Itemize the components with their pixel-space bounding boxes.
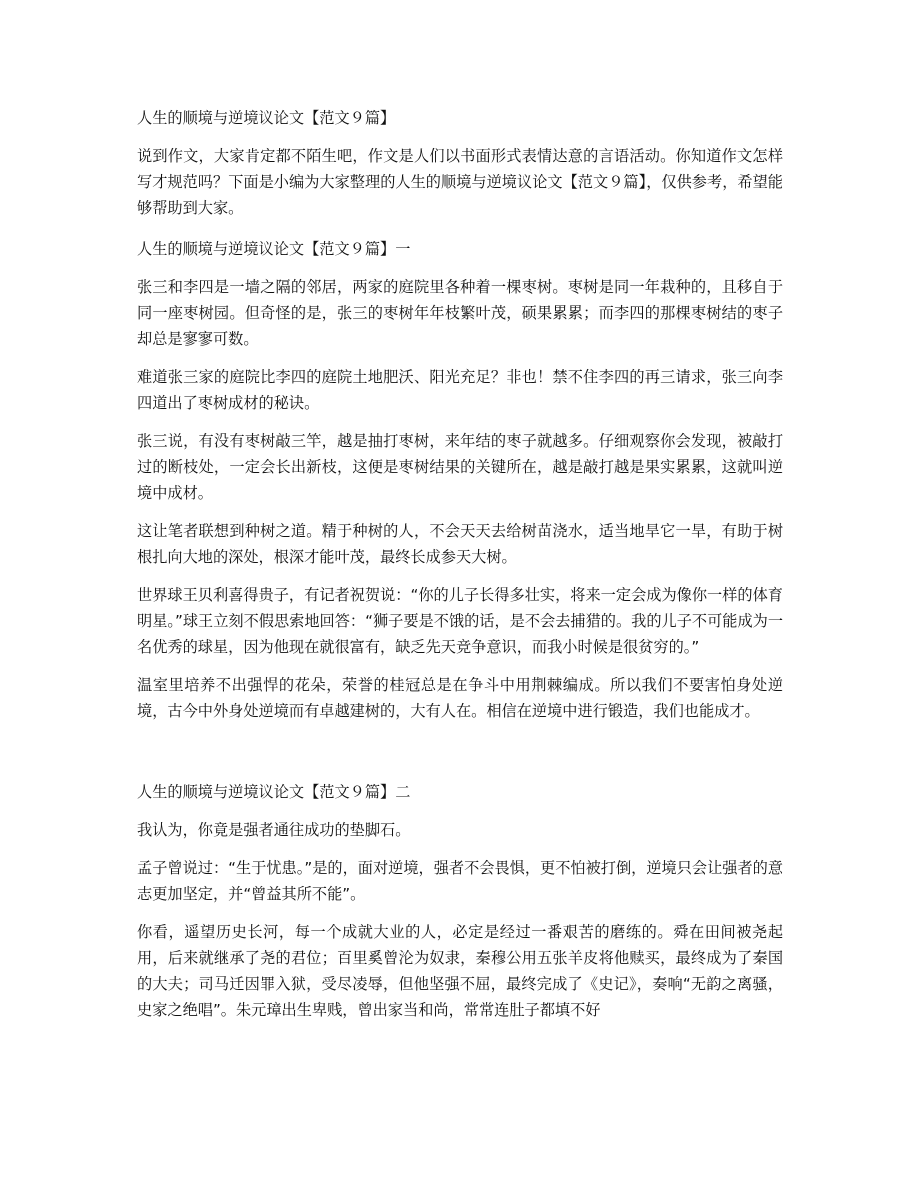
- intro-paragraph: 说到作文，大家肯定都不陌生吧，作文是人们以书面形式表情达意的言语活动。你知道作文怎样写才规范吗？下面是小编为大家整理的人生的顺境与逆境议论文【范文９篇】，仅供参考，希望能够帮助到大家。: [137, 147, 783, 217]
- paragraph: 你看，遥望历史长河，每一个成就大业的人，必定是经过一番艰苦的磨练的。舜在田间被尧起用，后来就继承了尧的君位；百里奚曾沦为奴隶，秦穆公用五张羊皮将他赎买，最终成为了秦国的大夫；司马迁因罪入狱，受尽凌辱，但他坚强不屈，最终完成了《史记》，奏响“无韵之离骚，史家之绝唱”。朱元璋出生卑贱，曾出家当和尚，常常连肚子都填不好: [137, 923, 783, 1019]
- paragraph: 难道张三家的庭院比李四的庭院土地肥沃、阳光充足？非也！禁不住李四的再三请求，张三向李四道出了枣树成材的秘诀。: [137, 368, 783, 412]
- paragraph: 温室里培养不出强悍的花朵，荣誉的桂冠总是在争斗中用荆棘编成。所以我们不要害怕身处逆境，古今中外身处逆境而有卓越建树的，大有人在。相信在逆境中进行锻造，我们也能成才。: [137, 676, 783, 720]
- document-title: 人生的顺境与逆境议论文【范文９篇】: [137, 109, 396, 127]
- paragraph: 我认为，你竟是强者通往成功的垫脚石。: [137, 821, 411, 839]
- paragraph: 孟子曾说过：“生于忧患。”是的，面对逆境，强者不会畏惧，更不怕被打倒，逆境只会让强者的意志更加坚定，并“曾益其所不能”。: [137, 859, 784, 903]
- paragraph: 张三和李四是一墙之隔的邻居，两家的庭院里各种着一棵枣树。枣树是同一年栽种的，且移自于同一座枣树园。但奇怪的是，张三的枣树年年枝繁叶茂，硕果累累；而李四的那棵枣树结的枣子却总是寥寥可数。: [137, 278, 783, 348]
- paragraph: 这让笔者联想到种树之道。精于种树的人，不会天天去给树苗浇水，适当地旱它一旱，有助于树根扎向大地的深处，根深才能叶茂，最终长成参天大树。: [137, 522, 783, 566]
- paragraph: 世界球王贝利喜得贵子，有记者祝贺说：“你的儿子长得多壮实，将来一定会成为像你一样的体育明星。”球王立刻不假思索地回答：“狮子要是不饿的话，是不会去捕猎的。我的儿子不可能成为一名优秀的球星，因为他现在就很富有，缺乏先天竞争意识，而我小时候是很贫穷的。”: [137, 586, 784, 656]
- section-spacer: [137, 736, 783, 776]
- paragraph: 张三说，有没有枣树敲三竿，越是抽打枣树，来年结的枣子就越多。仔细观察你会发现，被敲打过的断枝处，一定会长出新枝，这便是枣树结果的关键所在，越是敲打越是果实累累，这就叫逆境中成材。: [137, 432, 783, 502]
- section-1-heading: 人生的顺境与逆境议论文【范文９篇】一: [137, 240, 411, 258]
- section-2-heading: 人生的顺境与逆境议论文【范文９篇】二: [137, 783, 411, 801]
